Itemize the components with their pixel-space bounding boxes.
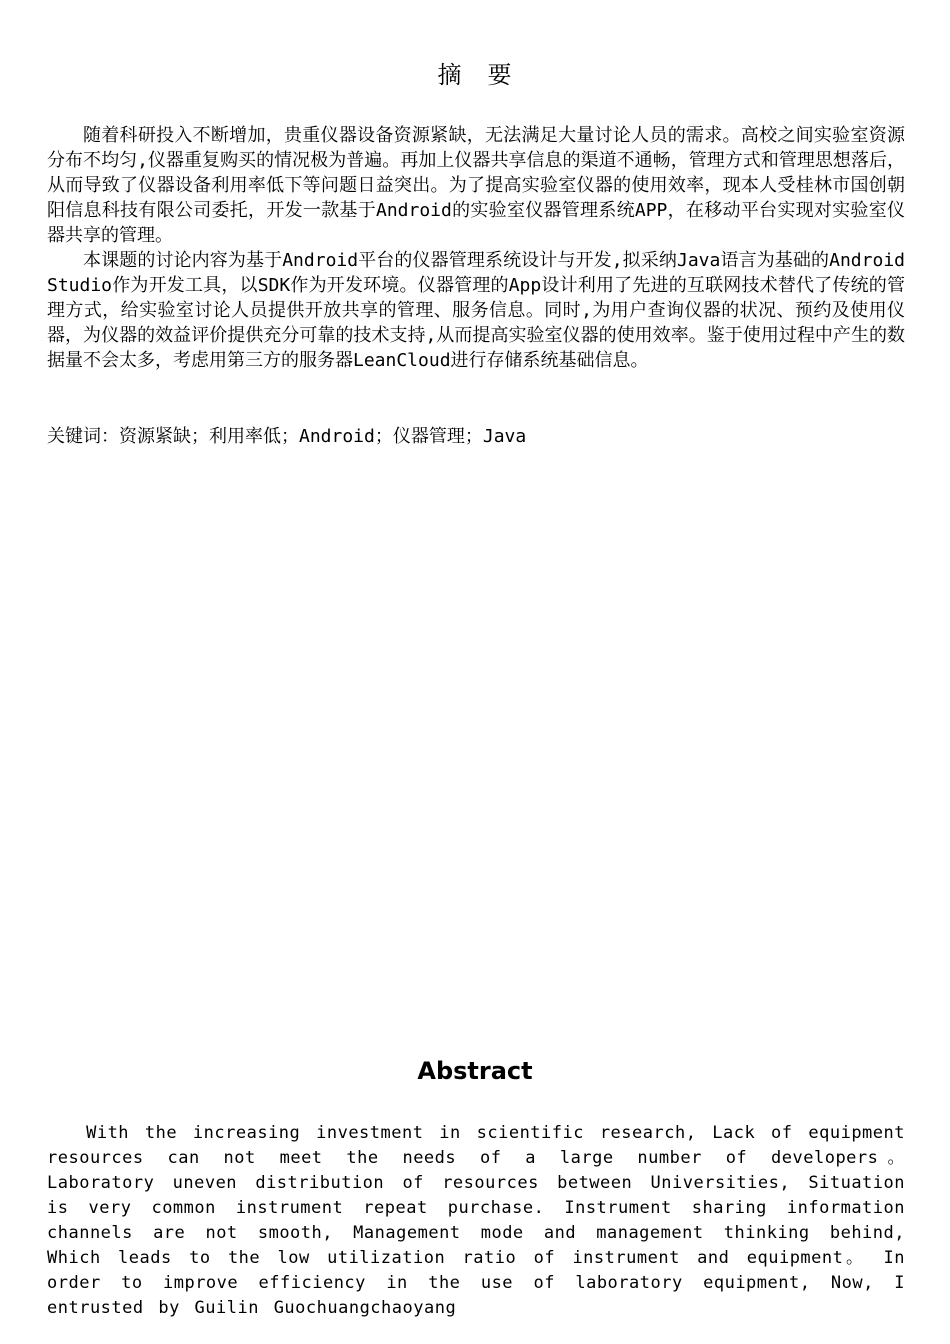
english-abstract-paragraph-1: With the increasing investment in scientific research, Lack of equipment resources can not meet the needs of a large number of developers。 Laboratory uneven distribution of resources between Universities, Situation is very common instrument repeat purchase. Instrument sharing information channels are not smooth, Management mode and management thinking behind, Which leads to the low utilization ratio of instrument and equipment。 In order to improve efficiency in the use of laboratory equipment, Now, I entrusted by Guilin Guochuangchaoyang <box>47 1123 905 1318</box>
chinese-abstract-paragraph-1: 随着科研投入不断增加，贵重仪器设备资源紧缺，无法满足大量讨论人员的需求。高校之间实验室资源分布不均匀,仪器重复购买的情况极为普遍。再加上仪器共享信息的渠道不通畅，管理方式和管理思想落后，从而导致了仪器设备利用率低下等问题日益突出。为了提高实验室仪器的使用效率，现本人受桂林市国创朝阳信息科技有限公司委托，开发一款基于Android的实验室仪器管理系统APP，在移动平台实现对实验室仪器共享的管理。 <box>47 125 905 246</box>
chinese-abstract-body <box>47 123 905 373</box>
chinese-abstract-paragraph-2: 本课题的讨论内容为基于Android平台的仪器管理系统设计与开发,拟采纳Java语言为基础的Android Studio作为开发工具，以SDK作为开发环境。仪器管理的App设计利用了先进的互联网技术替代了传统的管理方式，给实验室讨论人员提供开放共享的管理、服务信息。同时,为用户查询仪器的状况、预约及使用仪器，为仪器的效益评价提供充分可靠的技术支持,从而提高实验室仪器的使用效率。鉴于使用过程中产生的数据量不会太多，考虑用第三方的服务器LeanCloud进行存储系统基础信息。 <box>47 250 905 371</box>
english-abstract-title: Abstract <box>417 1057 533 1085</box>
chinese-abstract-title: 摘 要 <box>437 61 513 89</box>
chinese-keywords: 关键词：资源紧缺；利用率低；Android；仪器管理；Java <box>47 426 527 447</box>
english-abstract-body <box>47 1121 905 1321</box>
